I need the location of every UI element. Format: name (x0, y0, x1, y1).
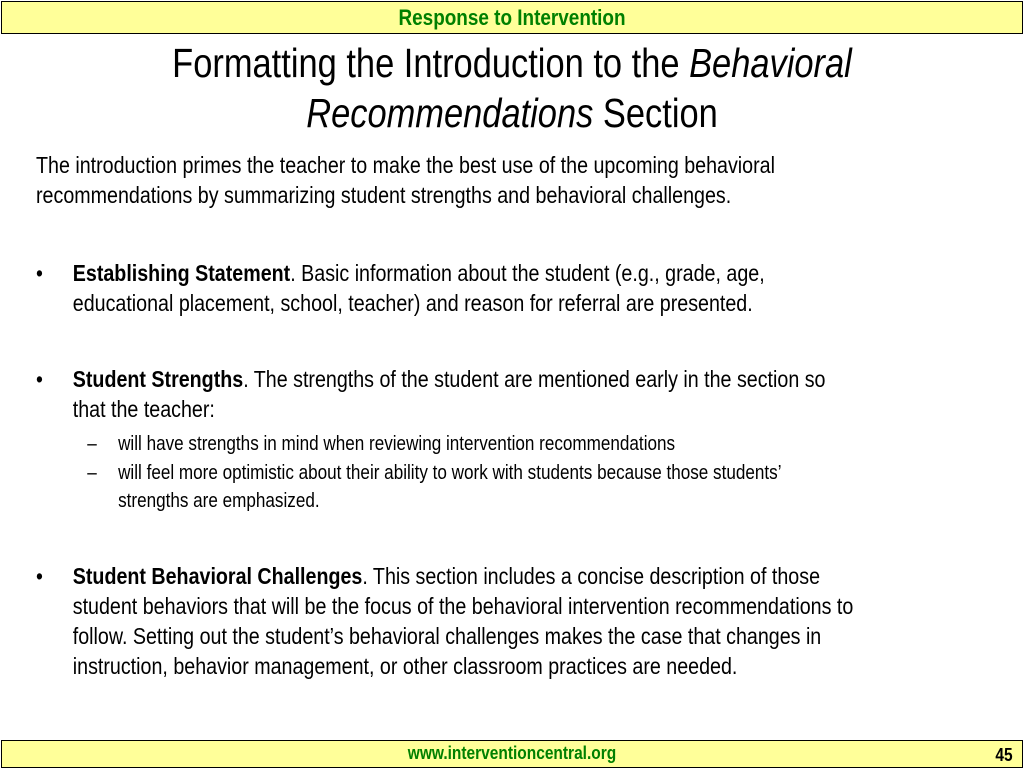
slide-title-line-1 (107, 38, 917, 88)
footer-url-link[interactable]: www.interventioncentral.org (407, 743, 617, 763)
bullet-line (73, 258, 1024, 288)
bullet-heading: Student Behavioral Challenges (72, 563, 363, 589)
intro-paragraph (36, 150, 1024, 210)
slide-title-line-2 (107, 88, 917, 138)
bullet-line: educational placement, school, teacher) and reason for referral are presented. (72, 290, 753, 316)
intro-line: The introduction primes the teacher to make the best use of the upcoming behavioral (36, 152, 775, 178)
bullet-establishing-statement (36, 258, 1024, 318)
page-number: 45 (995, 745, 1013, 765)
sub-item-line: will feel more optimistic about their ability to work with students because those students’ (118, 462, 782, 484)
bullet-text: . Basic information about the student (e.g., grade, age, (290, 260, 765, 286)
slide-title-text: Formatting the Introduction to the (172, 40, 690, 86)
bullet-heading: Establishing Statement (72, 260, 291, 286)
intro-line: recommendations by summarizing student strengths and behavioral challenges. (36, 182, 732, 208)
bullet-text: . This section includes a concise description of those (362, 563, 821, 589)
header-title: Response to Intervention (398, 4, 626, 30)
bullet-marker: • (36, 260, 43, 286)
slide-title-text: Section (593, 90, 718, 136)
bullet-heading: Student Strengths (72, 366, 244, 392)
footer-banner (1, 740, 1023, 768)
sub-item-line: strengths are emphasized. (118, 490, 320, 512)
sub-item-marker: – (87, 462, 97, 484)
bullet-line: student behaviors that will be the focus of the behavioral intervention recommendations to (72, 593, 854, 619)
slide-title-italic-text: Behavioral (689, 40, 852, 86)
sub-item (36, 459, 1024, 515)
bullet-student-strengths (36, 364, 1024, 424)
bullet-line: that the teacher: (72, 396, 215, 422)
slide-body (36, 150, 874, 681)
bullet-line (73, 364, 1024, 394)
bullet-text: . The strengths of the student are mentioned early in the section so (243, 366, 826, 392)
slide-title-italic-text: Recommendations (306, 90, 594, 136)
bullet-marker: • (36, 563, 43, 589)
bullet-line: follow. Setting out the student’s behavioral challenges makes the case that changes in (72, 623, 822, 649)
sub-item-line: will have strengths in mind when reviewing intervention recommendations (118, 433, 676, 455)
bullet-line (73, 561, 1024, 591)
sub-item (36, 430, 1024, 458)
sub-item-marker: – (87, 433, 97, 455)
slide-title (107, 38, 917, 138)
bullet-line: instruction, behavior management, or other classroom practices are needed. (72, 653, 738, 679)
bullet-student-behavioral-challenges (36, 561, 1024, 681)
bullet-marker: • (36, 366, 43, 392)
header-banner (1, 1, 1023, 34)
